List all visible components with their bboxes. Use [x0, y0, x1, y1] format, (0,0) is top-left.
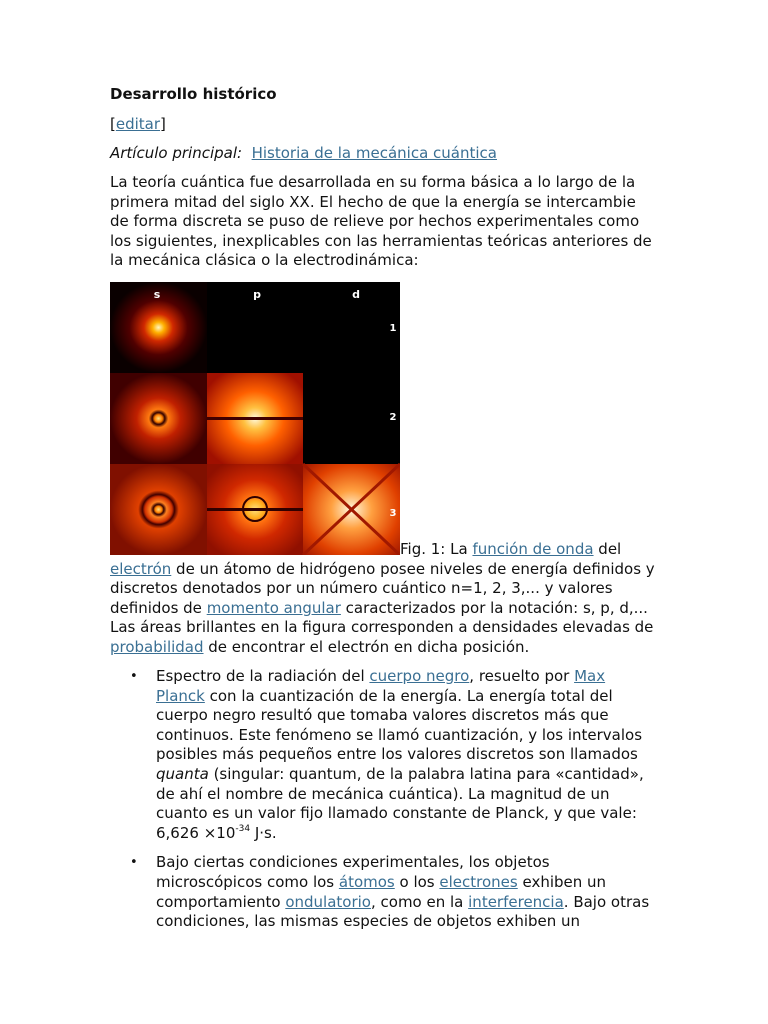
- figure-caption: Fig. 1: La función de onda del electrón de un átomo de hidrógeno posee niveles de energía definidos y discretos denotados por un número cuántico n=1, 2, 3,... y valores definidos de momento angular caracterizados por la notación: s, p, d,... Las áreas brillantes en la figura corresponden a densidades elevadas de probabilidad de encontrar el electrón en dicha posición.: [110, 540, 655, 656]
- angular-momentum-link[interactable]: momento angular: [206, 598, 341, 617]
- col-label-s: s: [153, 288, 161, 301]
- edit-section: [editar]: [110, 115, 166, 133]
- max-planck-link[interactable]: Max Planck: [156, 667, 606, 705]
- col-label-d: d: [352, 288, 360, 301]
- edit-link[interactable]: editar: [115, 115, 161, 133]
- row-label-1: 1: [389, 323, 397, 334]
- experimental-facts-list: [110, 667, 658, 942]
- atoms-link[interactable]: átomos: [338, 872, 395, 891]
- orbital-figure: [110, 282, 658, 555]
- wave-behavior-link[interactable]: ondulatorio: [285, 892, 371, 911]
- hydrogen-orbitals-image: [110, 282, 400, 555]
- main-article-note: [110, 143, 497, 163]
- row-label-3: 3: [389, 508, 397, 519]
- black-body-link[interactable]: cuerpo negro: [369, 667, 470, 685]
- probability-link[interactable]: probabilidad: [110, 637, 204, 656]
- interference-link[interactable]: interferencia: [468, 892, 564, 911]
- orbital-2s: [110, 373, 207, 464]
- electron-link[interactable]: electrón: [110, 559, 172, 578]
- section-heading: Desarrollo histórico: [110, 85, 277, 103]
- col-label-p: p: [253, 288, 261, 301]
- intro-paragraph: La teoría cuántica fue desarrollada en su forma básica a lo largo de la primera mitad del siglo XX. El hecho de que la energía se intercambie de forma discreta se puso de relieve por hechos experimentales como los siguientes, inexplicables con las herramientas teóricas anteriores de la mecánica clásica o la electrodinámica:: [110, 173, 652, 270]
- electrons-link[interactable]: electrones: [439, 872, 518, 891]
- main-article-link[interactable]: Historia de la mecánica cuántica: [251, 144, 497, 162]
- row-label-2: 2: [389, 412, 397, 423]
- list-item: • Bajo ciertas condiciones experimentales, los objetos microscópicos como los átomos o los electrones exhiben un comportamiento ondulatorio, como en la interferencia. Bajo otras condiciones, las mismas especies de objetos exhiben un: [110, 853, 658, 931]
- wave-function-link[interactable]: función de onda: [472, 540, 594, 558]
- list-item: • Espectro de la radiación del cuerpo negro, resuelto por Max Planck con la cuantización de la energía. La energía total del cuerpo negro resultó que tomaba valores discretos más que continuos. Este fenómeno se llamó cuantización, y los intervalos posibles más pequeños entre los valores discretos son llamados quanta (singular: quantum, de la palabra latina para «cantidad», de ahí el nombre de mecánica cuántica). La magnitud de un cuanto es un valor fijo llamado constante de Planck, y que vale: $6,626 \times 10^{-34}$ J·s.: [110, 667, 658, 843]
- main-article-prefix: Artículo principal:: [110, 144, 243, 162]
